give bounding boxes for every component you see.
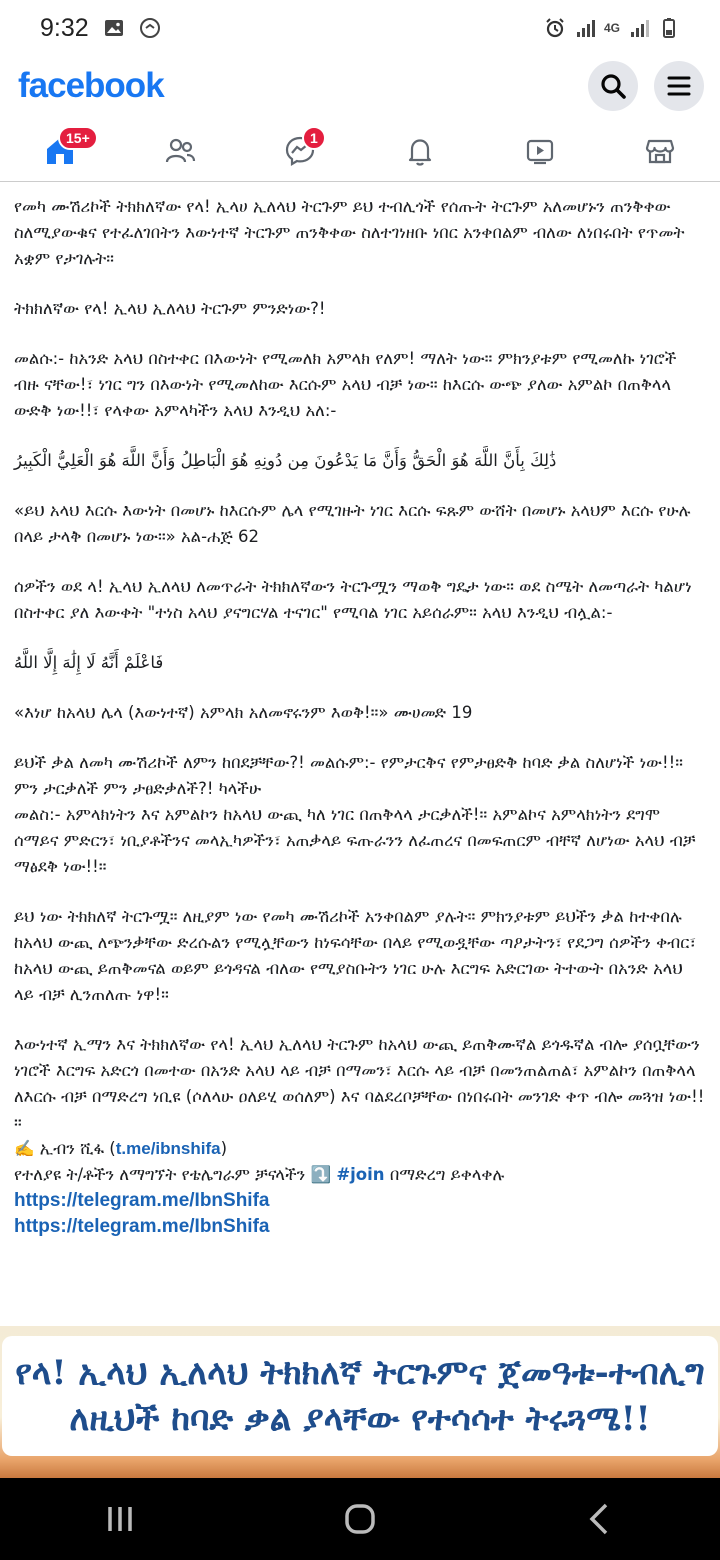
post-image[interactable] [0, 1326, 720, 1478]
telegram-link-2 [14, 1214, 706, 1240]
tab-notifications[interactable] [360, 120, 480, 181]
post-paragraph: የመካ ሙሽሪኮች ትክክለኛው የላ! ኢላሀ ኢለላህ ትርጉም ይህ ተብሊጎች የሰጡት ትርጉም አለመሆኑን ጠንቅቀው ስለሚያውቁና የተፈለገበትን እውነተኛ ትርጉም ጠንቅቀው ስለተገነዘቡ ነበር አንቀበልም ብለው ለነበሩበት የጥመት አቋም የታገሉት። [14, 197, 685, 268]
post-paragraph: «ይህ አላህ እርሱ እውነት በመሆኑ ከእርሱም ሌላ የሚገዙት ነገር እርሱ ፍጹም ውሸት በመሆኑ አላህም እርሱ የሁሉ በላይ ታላቅ በመሆኑ ነው።» አል-ሐጅ 62 [14, 501, 691, 546]
telegram-link[interactable]: https://telegram.me/IbnShifa [14, 1216, 270, 1237]
join-line [14, 1162, 706, 1188]
system-nav-bar [0, 1478, 720, 1560]
signal-2-icon [628, 17, 650, 39]
nav-tabs [0, 120, 720, 182]
join-prefix: የተለያዩ ት/ቶችን ለማግኘት የቴሌግራም ቻናላችን [14, 1165, 306, 1184]
gallery-icon [103, 17, 125, 39]
join-suffix: በማድረግ ይቀላቀሉ [389, 1165, 505, 1184]
menu-icon [665, 72, 693, 100]
tab-messenger[interactable] [240, 120, 360, 181]
home-circle-icon[interactable] [340, 1499, 380, 1539]
join-hashtag[interactable]: #join [336, 1165, 385, 1184]
tab-watch[interactable] [480, 120, 600, 181]
status-left [40, 14, 161, 43]
author-telegram-link[interactable]: t.me/ibnshifa [115, 1139, 221, 1158]
post-paragraph: ትክክለኛው የላ! ኢላህ ኢለላህ ትርጉም ምንድነው?! [14, 299, 326, 318]
telegram-link[interactable]: https://telegram.me/IbnShifa [14, 1190, 270, 1211]
friends-icon [163, 134, 197, 168]
network-type: 4G [603, 21, 620, 35]
signal-icon [574, 17, 596, 39]
alarm-icon [544, 17, 566, 39]
facebook-logo[interactable]: facebook [18, 66, 164, 105]
quran-verse: ذَٰلِكَ بِأَنَّ اللَّهَ هُوَ الْحَقُّ وَأَنَّ مَا يَدْعُونَ مِن دُونِهِ هُوَ الْبَاطِلُ وَأَنَّ اللَّهَ هُوَ الْعَلِيُّ الْكَبِيرُ [14, 451, 557, 470]
post-paragraph: ሰዎችን ወደ ላ! ኢላህ ኢለላህ ለመጥራት ትክክለኛውን ትርጉሟን ማወቅ ግዴታ ነው። ወደ ስሜት ለመጣራት ካልሆነ በስተቀር ያለ እውቀት "ተነስ አላህ ያናግርሃል ተናገር" የሚባል ነገር አይሰራም። አላህ እንዲህ ብሏል:- [14, 577, 692, 622]
writing-hand-emoji: ✍️ [14, 1139, 35, 1158]
quran-verse: فَاعْلَمْ أَنَّهُ لَا إِلَٰهَ إِلَّا اللَّهُ [14, 653, 164, 672]
back-icon[interactable] [580, 1499, 620, 1539]
video-icon [523, 134, 557, 168]
status-bar [0, 0, 720, 56]
author-line [14, 1136, 706, 1162]
battery-icon [658, 17, 680, 39]
status-right [544, 17, 680, 39]
app-header [0, 56, 720, 116]
arrow-down-icon: ⤵️ [310, 1165, 332, 1184]
status-time: 9:32 [40, 13, 89, 42]
recent-apps-icon[interactable] [100, 1499, 140, 1539]
header-actions [588, 61, 704, 111]
bell-icon [403, 134, 437, 168]
store-icon [643, 134, 677, 168]
tab-home[interactable] [0, 120, 120, 181]
post-paragraph: መልሱ:- ከአንድ አላህ በስተቀር በእውነት የሚመለክ አምላክ የለም! ማለት ነው። ምክንያቱም የሚመለኩ ነገሮች ብዙ ናቸው!፣ ነገር ግን በእውነት የሚመለከው እርሱም አላህ ብቻ ነው። ከእርሱ ውጭ ያለው አምልኮ በጠቅላላ ውድቅ ነው!!፣ የላቀው አምላካችን አላህ እንዲህ አለ:- [14, 349, 677, 420]
search-button[interactable] [588, 61, 638, 111]
messenger-badge: 1 [302, 126, 326, 150]
author-end: ) [220, 1139, 228, 1158]
post-body [0, 186, 720, 1240]
menu-button[interactable] [654, 61, 704, 111]
post-paragraph: ይህች ቃል ለመካ ሙሽሪኮች ለምን ከበደቻቸው?! መልሱም:- የምታርቅና የምታፀድቅ ከባድ ቃል ስለሆነች ነው!!። ምን ታርቃለች ምን ታፀድቃለች?! ካላችሁ መልስ:- አምላክነትን እና አምልኮን ከአላህ ውጪ ካለ ነገር በጠቅላላ ታርቃለች!። አምልኮና አምላክነትን ደግሞ ሰማይና ምድርን፣ ነቢያቶችንና መላኢካዎችን፣ አጠቃላይ ፍጡራንን ለፈጠረና በመፍጠርም ብቸኛ ለሆነው አላህ ብቻ ማፅደቅ ነው!!። [14, 753, 696, 876]
banner-card [2, 1336, 718, 1456]
post-paragraph: «እነሆ ከአላህ ሌላ (እውነተኛ) አምላክ አለመኖሩንም እወቅ!።» ሙሀመድ 19 [14, 703, 473, 722]
banner-line-1: የላ! ኢላህ ኢለላህ ትክክለኛ ትርጉምና ጀመዓቱ-ተብሊግ [15, 1353, 705, 1393]
banner-line-2: ለዚህች ከባድ ቃል ያላቸው የተሳሳተ ትሩጓሜ!! [69, 1399, 651, 1439]
author-name: ኢብን ሺፋ ( [39, 1139, 116, 1158]
tab-friends[interactable] [120, 120, 240, 181]
home-badge: 15+ [58, 126, 98, 150]
search-icon [599, 72, 627, 100]
post-paragraph: ይህ ነው ትክክለኛ ትርጉሟ። ለዚያም ነው የመካ ሙሽሪኮች አንቀበልም ያሉት። ምክንያቱም ይህችን ቃል ከተቀበሉ ከአላህ ውጪ ለጭንቃቸው ድረሱልን የሚሏቸውን ከነፍሳቸው በላይ የሚወዷቸው ጣዖታትን፣ የደጋግ ሰዎችን ቀብር፣ ከአላህ ውጪ ይጠቅመናል ወይም ይጎዳናል ብለው የሚያስቡትን ነገር ሁሉ እርግፍ አድርገው ትተውት በአንድ አላህ ላይ ብቻ ሊንጠለጡ ነዋ!። [14, 907, 697, 1004]
tab-marketplace[interactable] [600, 120, 720, 181]
post-paragraph: እውነተኛ ኢማን እና ትክክለኛው የላ! ኢላህ ኢለላህ ትርጉም ከአላህ ውጪ ይጠቅሙኛል ይጎዱኛል ብሎ ያሰቧቸውን ነገሮች እርግፍ አድርጎ በመተው በአንድ አላህ ላይ ብቻ በማመን፣ እርሱ ላይ ብቻ በመንጠልጠል፣ አምልኮን በጠቅላላ ለእርሱ ብቻ በማድረግ ነቢዩ (ሶለላሁ ዐለይሂ ወሰለም) እና ባልደረቦቻቸው በነበሩበት መንገድ ቀጥ ብሎ መጓዝ ነው!!። [14, 1035, 705, 1132]
telegram-link-1 [14, 1188, 706, 1214]
messenger-status-icon [139, 17, 161, 39]
